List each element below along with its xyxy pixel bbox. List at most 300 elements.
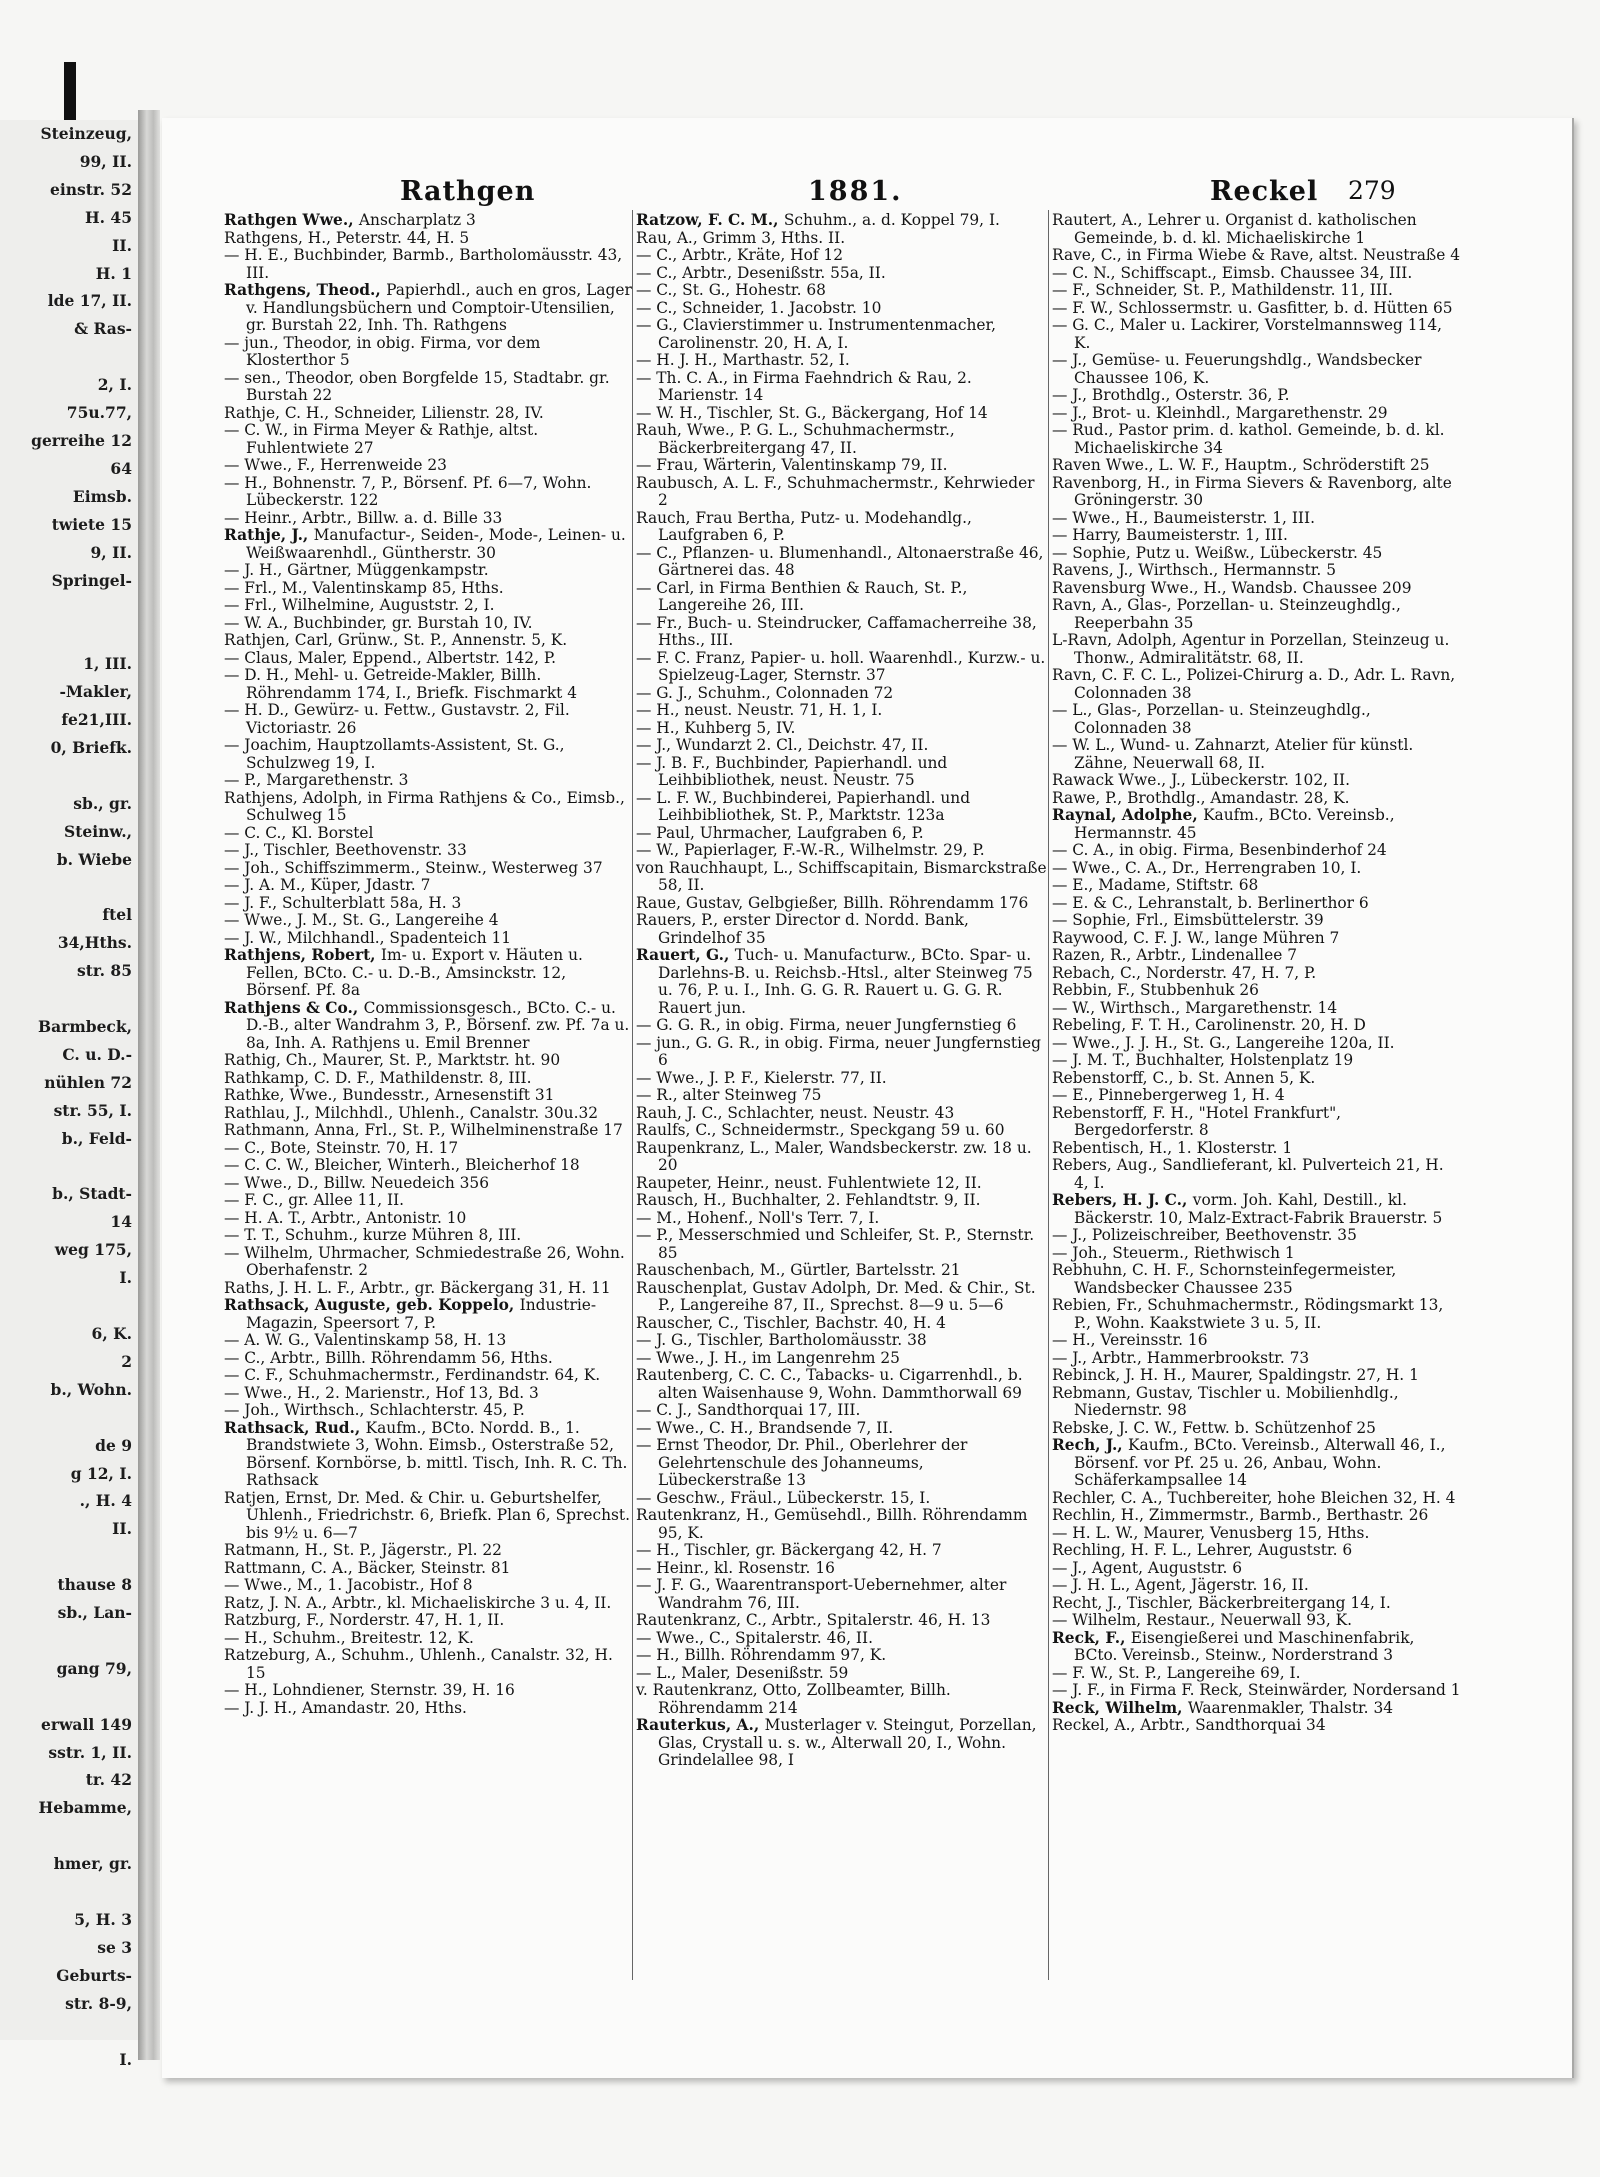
left-page-fragment <box>0 2018 138 2046</box>
entry-text: L-Ravn, Adolph, Agentur in Porzellan, Steinzeug u. Thonw., Admiralitätstr. 68, II. <box>1052 631 1450 667</box>
directory-entry <box>224 1385 632 1403</box>
directory-entry <box>636 685 1048 703</box>
left-page-fragment: hmer, gr. <box>53 1854 132 1874</box>
entry-text: — J., Polizeischreiber, Beethovenstr. 35 <box>1052 1226 1357 1244</box>
left-page-fragment: lde 17, II. <box>47 291 132 311</box>
entry-text: — L., Glas-, Porzellan- u. Steinzeughdlg., Colonnaden 38 <box>1052 701 1371 737</box>
entry-text: Rawe, P., Brothdlg., Amandastr. 28, K. <box>1052 788 1350 807</box>
entry-text: Ravensburg Wwe., H., Wandsb. Chaussee 209 <box>1052 578 1412 597</box>
directory-entry <box>224 1245 632 1280</box>
directory-entry <box>636 1367 1048 1402</box>
entry-text: Ravenborg, H., in Firma Sievers & Ravenborg, alte Gröningerstr. 30 <box>1052 473 1452 509</box>
entry-name: Rathsack, Auguste, geb. Koppelo, <box>224 1296 520 1314</box>
entry-text: Ratz, J. N. A., Arbtr., kl. Michaeliskirche 3 u. 4, II. <box>224 1593 612 1612</box>
entry-text: Rebbin, F., Stubbenhuk 26 <box>1052 981 1259 999</box>
directory-entry <box>636 1542 1048 1560</box>
directory-entry <box>224 1490 632 1543</box>
directory-entry <box>224 597 632 615</box>
left-page-fragment: thause 8 <box>57 1575 132 1595</box>
directory-entry <box>636 247 1048 265</box>
entry-text: — Sophie, Frl., Eimsbüttelerstr. 39 <box>1052 911 1324 929</box>
entry-text: — F. C. Franz, Papier- u. holl. Waarenhdl., Kurzw.- u. Spielzeug-Lager, Sternstr. 37 <box>636 648 1046 684</box>
entry-text: — Fr., Buch- u. Steindrucker, Caffamacherreihe 38, Hths., III. <box>636 613 1037 649</box>
directory-entry <box>636 405 1048 423</box>
entry-text: Rave, C., in Firma Wiebe & Rave, altst. Neustraße 4 <box>1052 246 1461 264</box>
left-page-fragment: b., Feld- <box>61 1128 132 1148</box>
entry-text: Industrie-Magazin, Speersort 7, P. <box>246 1296 597 1332</box>
directory-entry <box>636 1017 1048 1035</box>
page-header <box>228 176 1428 212</box>
directory-entry <box>1052 1717 1462 1735</box>
left-page-fragment: Steinzeug, <box>40 124 132 143</box>
directory-entry <box>224 1350 632 1368</box>
entry-text: — Joachim, Hauptzollamts-Assistent, St. G., Schulzweg 19, I. <box>224 736 565 772</box>
entry-text: Rebinck, J. H. H., Maurer, Spaldingstr. 27, H. 1 <box>1052 1366 1419 1384</box>
left-page-fragment: 1, III. <box>83 654 132 674</box>
left-page-fragment <box>0 1822 138 1850</box>
directory-entry <box>636 352 1048 370</box>
directory-entry <box>636 825 1048 843</box>
entry-text: Ravens, J., Wirthsch., Hermannstr. 5 <box>1052 561 1337 579</box>
directory-entry <box>1052 422 1462 457</box>
entry-text: Rathjen, Carl, Grünw., St. P., Annenstr. 5, K. <box>224 631 568 649</box>
entry-text: Rebske, J. C. W., Fettw. b. Schützenhof 25 <box>1052 1418 1376 1437</box>
directory-entry <box>224 1192 632 1210</box>
left-page-fragment: -Makler, <box>59 682 132 702</box>
directory-column-1 <box>224 212 632 1717</box>
entry-text: — W. A., Buchbinder, gr. Burstah 10, IV. <box>224 613 533 632</box>
entry-text: — sen., Theodor, oben Borgfelde 15, Stadtabr. gr. Burstah 22 <box>224 368 610 404</box>
entry-text: — H., Billh. Röhrendamm 97, K. <box>636 1646 887 1664</box>
directory-entry <box>224 1420 632 1490</box>
directory-entry <box>1052 510 1462 528</box>
entry-text: Rauh, J. C., Schlachter, neust. Neustr. 43 <box>636 1103 955 1122</box>
entry-name: Rathjens, Robert, <box>224 946 381 964</box>
directory-entry <box>636 1490 1048 1508</box>
directory-entry <box>636 1210 1048 1228</box>
directory-entry <box>636 1192 1048 1210</box>
entry-text: — W. L., Wund- u. Zahnarzt, Atelier für künstl. Zähne, Neuerwall 68, II. <box>1052 736 1414 772</box>
entry-text: Schuhm., a. d. Koppel 79, I. <box>783 211 1000 229</box>
left-page-fragment: b. Wiebe <box>56 849 132 869</box>
entry-text: — Wwe., C. H., Brandsende 7, II. <box>636 1418 894 1437</box>
directory-entry <box>636 580 1048 615</box>
directory-entry <box>636 790 1048 825</box>
directory-entry <box>1052 772 1462 790</box>
entry-text: — J. W., Milchhandl., Spadenteich 11 <box>224 928 512 947</box>
entry-text: — Wwe., M., 1. Jacobistr., Hof 8 <box>224 1576 473 1594</box>
entry-text: Rathgens, H., Peterstr. 44, H. 5 <box>224 228 470 247</box>
entry-text: — C., Bote, Steinstr. 70, H. 17 <box>224 1138 459 1157</box>
directory-entry <box>1052 1070 1462 1088</box>
directory-column-2 <box>636 212 1048 1770</box>
directory-entry <box>224 930 632 948</box>
left-page-fragment: fe21,III. <box>61 710 132 730</box>
entry-text: — J. F., in Firma F. Reck, Steinwärder, Nordersand 1 <box>1052 1681 1461 1699</box>
left-page-fragment: b., Wohn. <box>50 1379 132 1399</box>
entry-text: — Wilhelm, Uhrmacher, Schmiedestraße 26, Wohn. Oberhafenstr. 2 <box>224 1243 625 1279</box>
entry-text: Papierhdl., auch en gros, Lager v. Handlungsbüchern und Comptoir-Utensilien, gr. Burstah 22, Inh. Th. Rathgens <box>246 281 632 334</box>
entry-text: — F., Schneider, St. P., Mathildenstr. 11, III. <box>1052 281 1393 299</box>
entry-text: — C. J., Sandthorquai 17, III. <box>636 1401 861 1419</box>
entry-text: Eisengießerei und Maschinenfabrik, BCto. Vereinsb., Steinw., Norderstrand 3 <box>1074 1628 1415 1664</box>
entry-text: Waarenmakler, Thalstr. 34 <box>1187 1698 1394 1717</box>
entry-text: — Wwe., D., Billw. Neuedeich 356 <box>224 1173 490 1192</box>
entry-text: — C. C., Kl. Borstel <box>224 823 374 842</box>
directory-entry <box>636 1035 1048 1070</box>
left-page-fragment <box>0 343 138 371</box>
directory-entry <box>224 1000 632 1053</box>
left-page-fragment: Hebamme, <box>38 1798 132 1818</box>
left-page-fragment: nühlen 72 <box>44 1072 132 1092</box>
directory-entry <box>224 1402 632 1420</box>
left-page-fragment <box>0 1878 138 1906</box>
entry-text: — J. A. M., Küper, Jdastr. 7 <box>224 876 431 894</box>
directory-entry <box>224 1612 632 1630</box>
directory-entry <box>224 405 632 423</box>
directory-entry <box>224 860 632 878</box>
directory-entry <box>1052 1560 1462 1578</box>
entry-text: — J., Arbtr., Hammerbrookstr. 73 <box>1052 1348 1310 1367</box>
directory-entry <box>636 860 1048 895</box>
entry-text: Raulfs, C., Schneidermstr., Speckgang 59 u. 60 <box>636 1121 1005 1139</box>
directory-entry <box>1052 1350 1462 1368</box>
directory-entry <box>1052 1507 1462 1525</box>
entry-text: — F. C., gr. Allee 11, II. <box>224 1191 405 1209</box>
directory-entry <box>1052 982 1462 1000</box>
directory-entry <box>224 1297 632 1332</box>
directory-entry <box>636 615 1048 650</box>
directory-entry <box>224 1367 632 1385</box>
entry-text: — C. F., Schuhmachermstr., Ferdinandstr. 64, K. <box>224 1366 601 1384</box>
directory-entry <box>224 632 632 650</box>
directory-entry <box>1052 1017 1462 1035</box>
directory-entry <box>224 702 632 737</box>
left-page-fragment: II. <box>112 1519 132 1539</box>
entry-text: — Frl., M., Valentinskamp 85, Hths. <box>224 578 504 597</box>
entry-text: — E. & C., Lehranstalt, b. Berlinerthor 6 <box>1052 893 1369 912</box>
directory-entry <box>224 335 632 370</box>
entry-text: — Wwe., J. P. F., Kielerstr. 77, II. <box>636 1068 887 1087</box>
entry-text: — C. W., in Firma Meyer & Rathje, altst. Fuhlentwiete 27 <box>224 421 539 457</box>
entry-text: — Rud., Pastor prim. d. kathol. Gemeinde, b. d. kl. Michaeliskirche 34 <box>1052 421 1445 457</box>
directory-entry <box>1052 282 1462 300</box>
entry-text: — Frl., Wilhelmine, Auguststr. 2, I. <box>224 596 495 614</box>
directory-entry <box>636 1350 1048 1368</box>
directory-entry <box>1052 965 1462 983</box>
entry-text: Rathjens, Adolph, in Firma Rathjens & Co., Eimsb., Schulweg 15 <box>224 788 625 824</box>
entry-text: — G. C., Maler u. Lackirer, Vorstelmannsweg 114, K. <box>1052 316 1443 352</box>
directory-entry <box>1052 807 1462 842</box>
directory-entry <box>1052 265 1462 283</box>
directory-entry <box>636 1402 1048 1420</box>
left-page-fragment: I. <box>119 1268 132 1288</box>
entry-text: — H., Bohnenstr. 7, P., Börsenf. Pf. 6—7, Wohn. Lübeckerstr. 122 <box>224 473 592 509</box>
left-page-fragment: C. u. D.- <box>62 1044 132 1064</box>
directory-entry <box>636 1665 1048 1683</box>
directory-entry <box>224 1682 632 1700</box>
directory-entry <box>636 737 1048 755</box>
directory-entry <box>1052 1000 1462 1018</box>
entry-text: Recht, J., Tischler, Bäckerbreitergang 14, I. <box>1052 1593 1391 1612</box>
directory-entry <box>1052 1245 1462 1263</box>
entry-text: Raths, J. H. L. F., Arbtr., gr. Bäckergang 31, H. 11 <box>224 1278 611 1297</box>
directory-column-3 <box>1052 212 1462 1735</box>
left-page-fragment <box>0 873 138 901</box>
left-page-fragment: sstr. 1, II. <box>48 1742 132 1762</box>
directory-entry <box>1052 737 1462 772</box>
left-page-fragment: Barmbeck, <box>38 1017 132 1036</box>
directory-entry <box>1052 702 1462 737</box>
directory-entry <box>1052 930 1462 948</box>
entry-text: — C. C. W., Bleicher, Winterh., Bleicherhof 18 <box>224 1156 580 1174</box>
entry-name: Rathje, J., <box>224 526 314 544</box>
entry-text: — Joh., Steuerm., Riethwisch 1 <box>1052 1243 1295 1262</box>
entry-text: — H., neust. Neustr. 71, H. 1, I. <box>636 701 883 719</box>
directory-entry <box>224 895 632 913</box>
entry-text: — Wwe., H., Baumeisterstr. 1, III. <box>1052 508 1315 527</box>
left-page-fragment: 2 <box>121 1351 132 1371</box>
entry-text: — jun., G. G. R., in obig. Firma, neuer Jungfernstieg 6 <box>636 1033 1041 1069</box>
entry-text: — C., Arbtr., Kräte, Hof 12 <box>636 246 844 264</box>
directory-entry <box>636 265 1048 283</box>
directory-entry <box>1052 877 1462 895</box>
entry-text: — J. F., Schulterblatt 58a, H. 3 <box>224 893 462 912</box>
directory-entry <box>224 842 632 860</box>
left-page-fragment: 64 <box>110 458 132 478</box>
directory-entry <box>636 1682 1048 1717</box>
entry-text: Rautenberg, C. C. C., Tabacks- u. Cigarrenhdl., b. alten Waisenhause 9, Wohn. Dammthorwall 69 <box>636 1366 1023 1402</box>
entry-text: Kaufm., BCto. Nordd. B., 1. Brandstwiete 3, Wohn. Eimsb., Osterstraße 52, Börsenf. Kornbörse, b. mittl. Tisch, Inh. R. C. Th. Rathsack <box>246 1418 628 1489</box>
entry-text: Rathlau, J., Milchhdl., Uhlenh., Canalstr. 30u.32 <box>224 1103 599 1122</box>
entry-text: — J., Brothdlg., Osterstr. 36, P. <box>1052 386 1290 404</box>
entry-text: Raupenkranz, L., Maler, Wandsbeckerstr. zw. 18 u. 20 <box>636 1138 1032 1174</box>
left-page-fragment: Eimsb. <box>72 486 132 506</box>
entry-text: Ratzburg, F., Norderstr. 47, H. 1, II. <box>224 1611 505 1629</box>
left-page-fragment: b., Stadt- <box>52 1184 132 1204</box>
directory-entry <box>1052 1420 1462 1438</box>
entry-text: — P., Margarethenstr. 3 <box>224 771 409 789</box>
directory-entry <box>1052 1700 1462 1718</box>
entry-text: — J., Brot- u. Kleinhdl., Margarethenstr. 29 <box>1052 403 1388 422</box>
left-page-fragment: & Ras- <box>74 319 132 339</box>
directory-entry <box>636 510 1048 545</box>
directory-entry <box>224 1647 632 1682</box>
entry-text: — Harry, Baumeisterstr. 1, III. <box>1052 526 1288 544</box>
entry-text: Ravn, C. F. C. L., Polizei-Chirurg a. D., Adr. L. Ravn, Colonnaden 38 <box>1052 666 1456 702</box>
directory-entry <box>636 1630 1048 1648</box>
directory-entry <box>1052 1192 1462 1227</box>
entry-text: Rechler, C. A., Tuchbereiter, hohe Bleichen 32, H. 4 <box>1052 1488 1456 1507</box>
entry-text: — Wwe., F., Herrenweide 23 <box>224 456 447 474</box>
directory-entry <box>1052 1367 1462 1385</box>
directory-entry <box>224 1070 632 1088</box>
entry-name: Rathgens, Theod., <box>224 281 387 299</box>
directory-entry <box>636 475 1048 510</box>
directory-entry <box>224 1700 632 1718</box>
directory-entry <box>1052 457 1462 475</box>
entry-text: — Wwe., J. J. H., St. G., Langereihe 120a, II. <box>1052 1033 1395 1052</box>
entry-text: — J. B. F., Buchbinder, Papierhandl. und Leihbibliothek, neust. Neustr. 75 <box>636 753 948 789</box>
directory-entry <box>224 1227 632 1245</box>
directory-entry <box>224 912 632 930</box>
directory-entry <box>224 1210 632 1228</box>
entry-text: — Sophie, Putz u. Weißw., Lübeckerstr. 45 <box>1052 543 1383 562</box>
directory-entry <box>636 1105 1048 1123</box>
book-gutter <box>138 110 160 2060</box>
directory-entry <box>1052 667 1462 702</box>
directory-entry <box>1052 1140 1462 1158</box>
header-right-keyword: Reckel <box>1210 176 1319 207</box>
entry-text: — A. W. G., Valentinskamp 58, H. 13 <box>224 1331 507 1349</box>
directory-entry <box>224 1122 632 1140</box>
entry-text: Rathmann, Anna, Frl., St. P., Wilhelminenstraße 17 <box>224 1121 623 1139</box>
left-page-fragment: ftel <box>102 905 132 925</box>
entry-name: Rathjens & Co., <box>224 998 364 1017</box>
left-page-fragment: 99, II. <box>79 151 132 171</box>
left-page-fragment: I. <box>119 2049 132 2069</box>
left-page-fragment: weg 175, <box>54 1240 132 1260</box>
directory-entry <box>636 1280 1048 1315</box>
directory-entry <box>224 1087 632 1105</box>
entry-text: — H. A. T., Arbtr., Antonistr. 10 <box>224 1208 467 1227</box>
directory-entry <box>1052 1297 1462 1332</box>
directory-entry <box>224 1140 632 1158</box>
entry-text: Raupeter, Heinr., neust. Fuhlentwiete 12, II. <box>636 1173 982 1192</box>
left-page-fragment: gerreihe 12 <box>31 430 132 450</box>
entry-text: Rathkamp, C. D. F., Mathildenstr. 8, III. <box>224 1068 532 1087</box>
directory-entry <box>224 230 632 248</box>
directory-entry <box>636 212 1048 230</box>
directory-entry <box>224 510 632 528</box>
left-page-fragment: gang 79, <box>56 1658 132 1678</box>
left-page-fragment: sb., Lan- <box>57 1603 132 1623</box>
entry-text: Kaufm., BCto. Vereinsb., Hermannstr. 45 <box>1074 806 1395 842</box>
directory-entry <box>636 1420 1048 1438</box>
directory-entry <box>636 1175 1048 1193</box>
entry-text: Anscharplatz 3 <box>358 211 476 229</box>
left-page-fragment: 2, I. <box>97 375 132 395</box>
left-page-fragment: de 9 <box>95 1435 132 1455</box>
entry-text: — H., Kuhberg 5, IV. <box>636 718 796 737</box>
directory-entry <box>224 650 632 668</box>
directory-entry <box>224 212 632 230</box>
entry-text: Im- u. Export v. Häuten u. Fellen, BCto. C.- u. D.-B., Amsinckstr. 12, Börsenf. Pf. 8a <box>246 946 583 999</box>
entry-text: — J. G., Tischler, Bartholomäusstr. 38 <box>636 1331 927 1349</box>
left-page-fragment: str. 55, I. <box>53 1100 132 1120</box>
entry-text: v. Rautenkranz, Otto, Zollbeamter, Billh. Röhrendamm 214 <box>636 1681 951 1717</box>
entry-text: — J., Wundarzt 2. Cl., Deichstr. 47, II. <box>636 736 929 754</box>
left-page-fragment <box>0 1292 138 1320</box>
directory-entry <box>636 702 1048 720</box>
entry-text: Rautenkranz, C., Arbtr., Spitalerstr. 46, H. 13 <box>636 1611 991 1629</box>
entry-text: Rebentisch, H., 1. Klosterstr. 1 <box>1052 1138 1293 1157</box>
directory-entry <box>224 947 632 1000</box>
left-page-fragment <box>0 762 138 790</box>
directory-entry <box>636 1227 1048 1262</box>
header-year: 1881. <box>808 176 903 207</box>
directory-entry <box>1052 1035 1462 1053</box>
directory-entry <box>1052 842 1462 860</box>
left-page-fragment <box>0 1153 138 1181</box>
directory-entry <box>224 247 632 282</box>
directory-entry <box>224 737 632 772</box>
column-rule <box>1048 210 1049 1980</box>
entry-text: Rautert, A., Lehrer u. Organist d. katholischen Gemeinde, b. d. kl. Michaeliskirche 1 <box>1052 211 1417 247</box>
directory-entry <box>636 230 1048 248</box>
entry-text: Raywood, C. F. J. W., lange Mühren 7 <box>1052 928 1340 947</box>
entry-name: Rathsack, Rud., <box>224 1418 366 1437</box>
directory-entry <box>1052 1385 1462 1420</box>
entry-text: — J. H., Gärtner, Müggenkampstr. <box>224 561 489 579</box>
entry-text: — H. E., Buchbinder, Barmb., Bartholomäusstr. 43, III. <box>224 246 623 282</box>
entry-text: Ratzeburg, A., Schuhm., Uhlenh., Canalstr. 32, H. 15 <box>224 1646 613 1682</box>
directory-entry <box>1052 632 1462 667</box>
directory-entry <box>224 1280 632 1298</box>
entry-text: — H. J. H., Marthastr. 52, I. <box>636 351 850 369</box>
entry-text: — Geschw., Fräul., Lübeckerstr. 15, I. <box>636 1488 931 1507</box>
left-page-fragment: II. <box>112 235 132 255</box>
directory-entry <box>224 772 632 790</box>
directory-entry <box>224 1175 632 1193</box>
entry-text: Commissionsgesch., BCto. C.- u. D.-B., alter Wandrahm 3, P., Börsenf. zw. Pf. 7a u. 8a, Inh. A. Rathjens u. Emil Brenner <box>246 998 630 1052</box>
entry-text: von Rauchhaupt, L., Schiffscapitain, Bismarckstraße 58, II. <box>636 858 1047 894</box>
directory-entry <box>1052 1087 1462 1105</box>
directory-entry <box>224 562 632 580</box>
entry-text: Ratjen, Ernst, Dr. Med. & Chir. u. Geburtshelfer, Uhlenh., Friedrichstr. 6, Briefk. Plan 6, Sprechst. bis 9½ u. 6—7 <box>224 1488 630 1542</box>
left-page-fragment: erwall 149 <box>41 1714 132 1734</box>
entry-text: — W., Wirthsch., Margarethenstr. 14 <box>1052 998 1338 1017</box>
directory-entry <box>636 370 1048 405</box>
entry-text: — E., Pinnebergerweg 1, H. 4 <box>1052 1086 1285 1104</box>
directory-entry <box>1052 1105 1462 1140</box>
directory-entry <box>224 1630 632 1648</box>
directory-entry <box>636 1122 1048 1140</box>
entry-text: Rebeling, F. T. H., Carolinenstr. 20, H. D <box>1052 1016 1366 1034</box>
entry-text: — C., Pflanzen- u. Blumenhandl., Altonaerstraße 46, Gärtnerei das. 48 <box>636 543 1044 579</box>
directory-entry <box>224 1560 632 1578</box>
entry-name: Rauterkus, A., <box>636 1716 765 1734</box>
left-page-fragment: 14 <box>110 1212 132 1232</box>
entry-text: — C. N., Schiffscapt., Eimsb. Chaussee 34, III. <box>1052 263 1413 282</box>
directory-entry <box>636 1507 1048 1542</box>
directory-entry <box>636 1560 1048 1578</box>
left-page-fragment <box>0 1627 138 1655</box>
entry-text: Manufactur-, Seiden-, Mode-, Leinen- u. Weißwaarenhdl., Güntherstr. 30 <box>246 526 626 562</box>
left-page-fragment: H. 1 <box>95 263 132 283</box>
column-rule <box>632 210 633 1980</box>
directory-entry <box>636 1262 1048 1280</box>
left-page-fragment: 9, II. <box>90 542 132 562</box>
entry-text: Rauscher, C., Tischler, Bachstr. 40, H. 4 <box>636 1313 946 1332</box>
directory-entry <box>224 1332 632 1350</box>
left-page-fragment: twiete 15 <box>51 514 132 534</box>
entry-text: Rebmann, Gustav, Tischler u. Mobilienhdlg., Niedernstr. 98 <box>1052 1383 1399 1419</box>
entry-text: — L., Maler, Desenißstr. 59 <box>636 1663 849 1682</box>
entry-text: Rathke, Wwe., Bundesstr., Arnesenstift 31 <box>224 1086 555 1104</box>
entry-text: Razen, R., Arbtr., Lindenallee 7 <box>1052 946 1297 964</box>
directory-entry <box>1052 790 1462 808</box>
entry-text: — E., Madame, Stiftstr. 68 <box>1052 876 1259 894</box>
entry-text: Rautenkranz, H., Gemüsehdl., Billh. Röhrendamm 95, K. <box>636 1506 1028 1542</box>
left-page-fragment <box>0 1683 138 1711</box>
directory-entry <box>636 1332 1048 1350</box>
directory-entry <box>1052 580 1462 598</box>
entry-text: Rathje, C. H., Schneider, Lilienstr. 28, IV. <box>224 403 544 422</box>
left-page-fragment: str. 8-9, <box>65 1993 132 2013</box>
entry-name: Reck, F., <box>1052 1628 1131 1647</box>
directory-entry <box>1052 1490 1462 1508</box>
